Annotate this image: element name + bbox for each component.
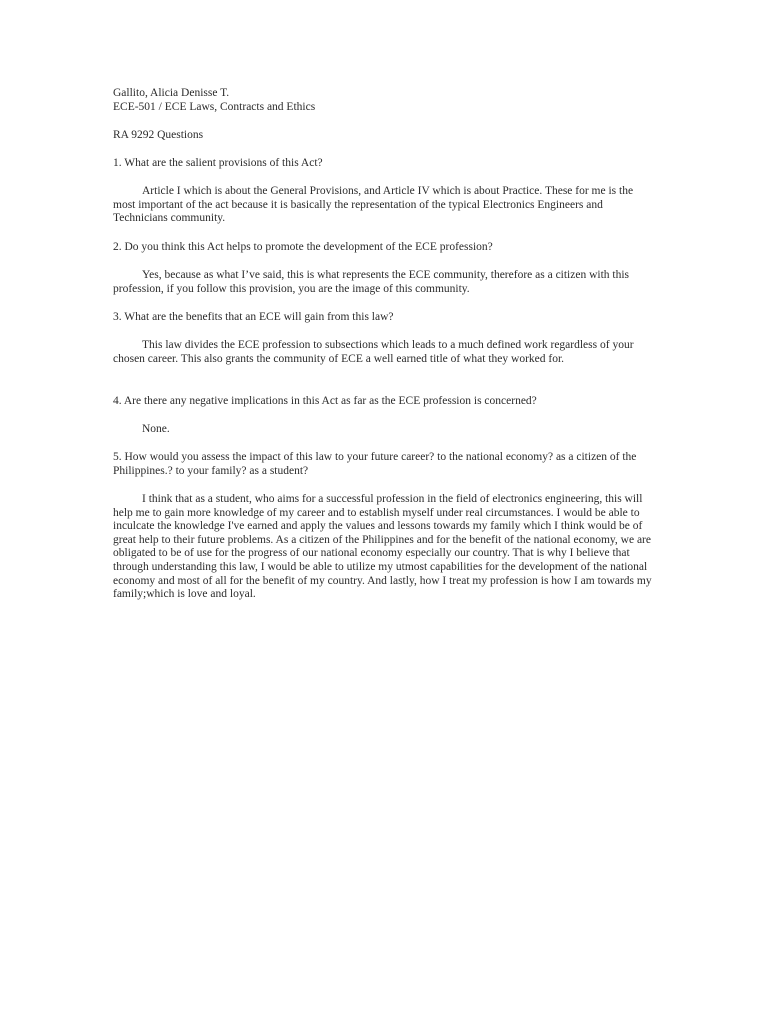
answer-3: This law divides the ECE profession to subsections which leads to a much defined work regardless of your chosen career. This also grants the community of ECE a well earned title of what they worked for. bbox=[113, 339, 634, 365]
answer-1: Article I which is about the General Provisions, and Article IV which is about Practice. These for me is the most important of the act because it is basically the representation of the typical Electronics Engineers and Technicians community. bbox=[113, 185, 634, 225]
question-3: 3. What are the benefits that an ECE will gain from this law? bbox=[113, 311, 394, 323]
answer-4: None. bbox=[142, 423, 170, 435]
question-4: 4. Are there any negative implications in this Act as far as the ECE profession is concerned? bbox=[113, 395, 537, 407]
document-header bbox=[113, 87, 653, 114]
answer-5: I think that as a student, who aims for a successful profession in the field of electronics engineering, this will help me to gain more knowledge of my career and to establish myself under real circumstances. I would be able to inculcate the knowledge I've earned and apply the values and lessons towards my family which I think would be of great help to their future problems. As a citizen of the Philippines and for the benefit of the national economy, we are obligated to be of use for the progress of our national economy especially our country. That is why I believe that through understanding this law, I would be able to utilize my utmost capabilities for the development of the national economy and most of all for the benefit of my country. And lastly, how I treat my profession is how I am towards my family;which is love and loyal. bbox=[113, 493, 652, 601]
answer-2: Yes, because as what I’ve said, this is what represents the ECE community, therefore as a citizen with this profession, if you follow this provision, you are the image of this community. bbox=[113, 269, 630, 295]
question-5: 5. How would you assess the impact of this law to your future career? to the national economy? as a citizen of the Philippines.? to your family? as a student? bbox=[113, 451, 637, 477]
author-name: Gallito, Alicia Denisse T. bbox=[113, 87, 230, 99]
document-title: RA 9292 Questions bbox=[113, 129, 204, 141]
course-title: ECE-501 / ECE Laws, Contracts and Ethics bbox=[113, 100, 316, 113]
question-1: 1. What are the salient provisions of this Act? bbox=[113, 157, 323, 169]
question-2: 2. Do you think this Act helps to promote the development of the ECE profession? bbox=[113, 241, 493, 253]
